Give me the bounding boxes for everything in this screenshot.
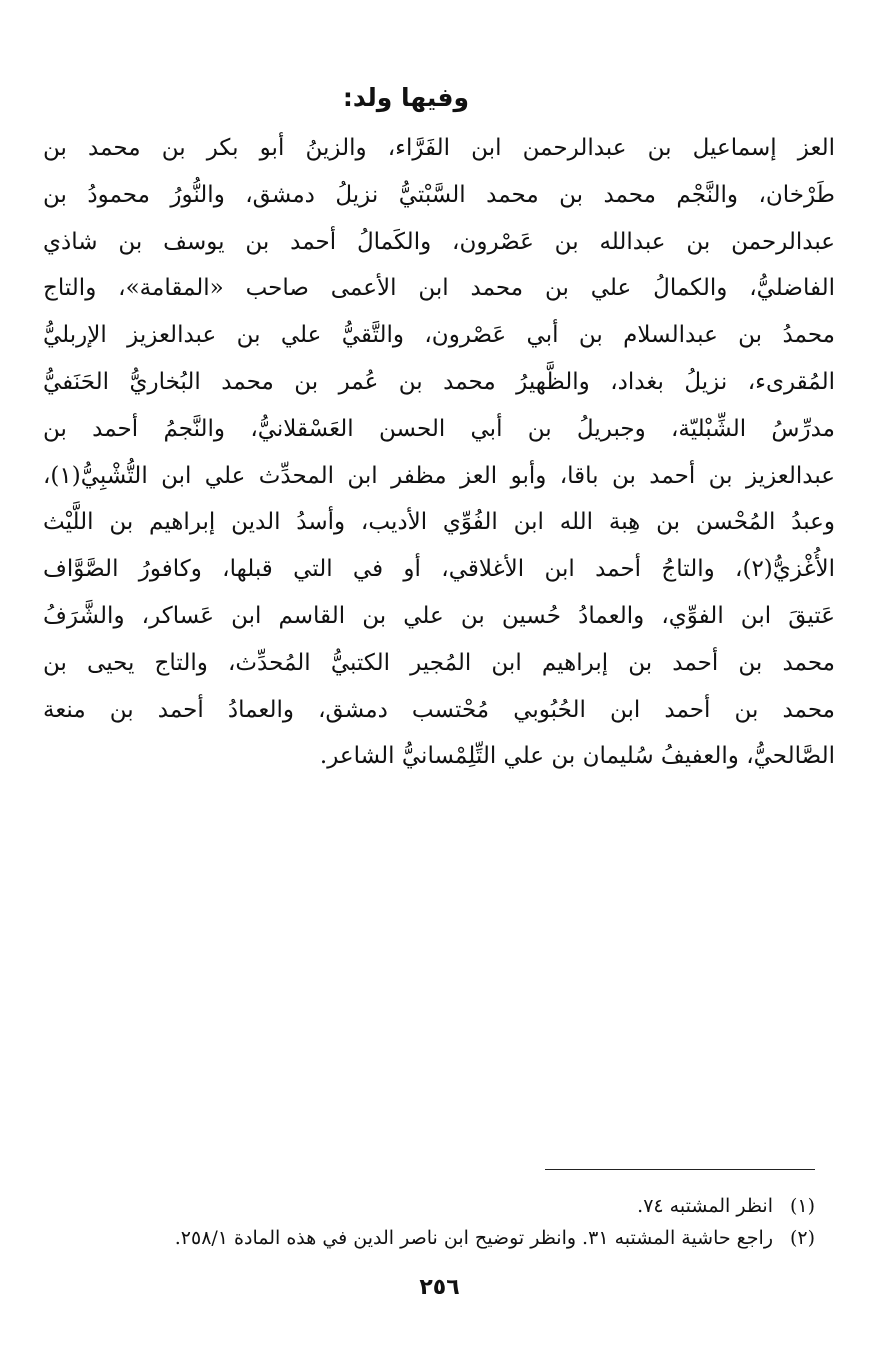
body-paragraph	[43, 125, 835, 780]
footnote-number: (٢)	[789, 1227, 815, 1249]
text-line: مدرِّسُ الشِّبْليّة، وجبريلُ بن أبي الحسن العَسْقلانيُّ، والنَّجمُ أحمد بن	[43, 415, 835, 442]
footnote-number: (١)	[789, 1195, 815, 1217]
section-heading: وفيها ولد:	[342, 83, 469, 112]
text-line: الأُغْزيُّ(٢)، والتاجُ أحمد ابن الأغلاقي، أو في التي قبلها، وكافورُ الصَّوَّاف	[43, 556, 835, 583]
text-line: محمد بن أحمد ابن الحُبُوبي مُحْتسب دمشق، والعمادُ أحمد بن منعة	[43, 696, 835, 723]
footnotes	[55, 1190, 815, 1254]
page-number: ٢٥٦	[419, 1275, 460, 1300]
footnote-separator	[545, 1169, 815, 1170]
text-line: الصَّالحيُّ، والعفيفُ سُليمان بن علي التِّلِمْسانيُّ الشاعر.	[319, 743, 835, 770]
footnote-text: انظر المشتبه ٧٤.	[637, 1195, 773, 1217]
text-line: وعبدُ المُحْسن بن هِبة الله ابن الفُوِّي الأديب، وأسدُ الدين إبراهيم بن اللَّيْث	[43, 509, 835, 536]
text-line: المُقرىء، نزيلُ بغداد، والظَّهيرُ محمد بن عُمر بن محمد البُخاريُّ الحَنَفيُّ	[43, 368, 835, 395]
text-line: محمد بن أحمد بن إبراهيم ابن المُجير الكتبيُّ المُحدِّث، والتاج يحيى بن	[43, 649, 835, 676]
text-line: عبدالعزيز بن أحمد بن باقا، وأبو العز مظفر ابن المحدِّث علي ابن التُّشْبِيُّ(١)،	[43, 462, 835, 489]
footnote	[55, 1190, 815, 1222]
text-line: عبدالرحمن بن عبدالله بن عَصْرون، والكَمالُ أحمد بن يوسف بن شاذي	[43, 228, 835, 255]
text-line: الفاضليُّ، والكمالُ علي بن محمد ابن الأعمى صاحب «المقامة»، والتاج	[43, 275, 835, 302]
text-line: طَرْخان، والنَّجْم محمد بن محمد السَّبْتيُّ نزيلُ دمشق، والنُّورُ محمودُ بن	[43, 181, 835, 208]
footnote	[55, 1222, 815, 1254]
text-line: عَتيقَ ابن الفوِّي، والعمادُ حُسين بن علي بن القاسم ابن عَساكر، والشَّرَفُ	[43, 602, 835, 629]
text-line: العز إسماعيل بن عبدالرحمن ابن الفَرَّاء، والزينُ أبو بكر بن محمد بن	[43, 135, 835, 161]
footnote-text: راجع حاشية المشتبه ٣١. وانظر توضيح ابن ناصر الدين في هذه المادة ٢٥٨/١.	[174, 1227, 773, 1249]
text-line: محمدُ بن عبدالسلام بن أبي عَصْرون، والتَّقيُّ علي بن عبدالعزيز الإربليُّ	[43, 322, 835, 349]
